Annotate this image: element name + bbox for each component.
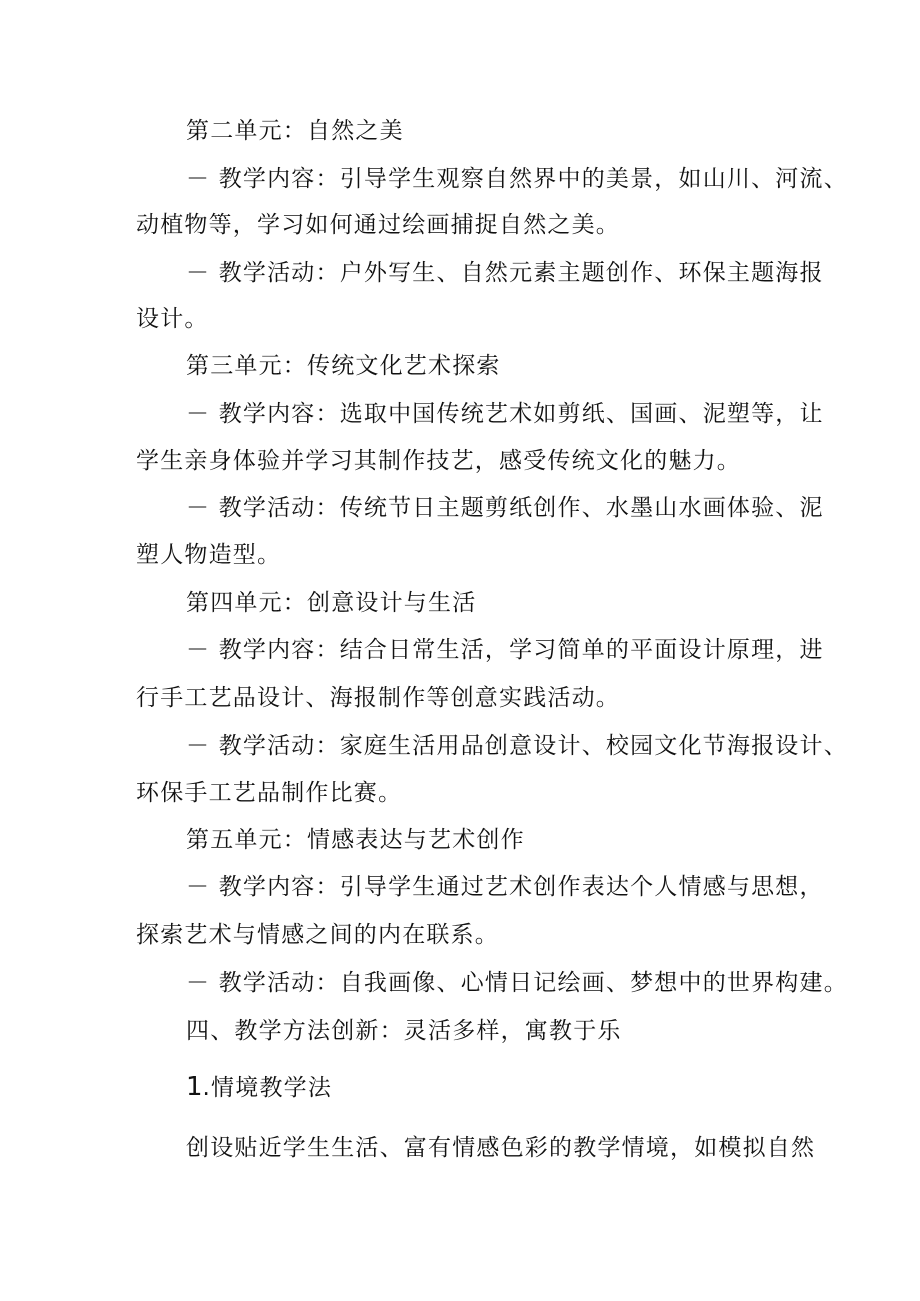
unit-2-activity-line-1: － 教学活动：户外写生、自然元素主题创作、环保主题海报	[186, 260, 824, 286]
method-1-number: 1	[186, 1072, 203, 1102]
unit-5-activity-line-1: － 教学活动：自我画像、心情日记绘画、梦想中的世界构建。	[186, 970, 848, 996]
unit-4-heading: 第四单元：创意设计与生活	[186, 590, 477, 616]
unit-4-content-line-1: － 教学内容：结合日常生活，学习简单的平面设计原理，进	[186, 637, 824, 663]
unit-5-heading: 第五单元：情感表达与艺术创作	[186, 827, 525, 853]
unit-5-content-line-1: － 教学内容：引导学生通过艺术创作表达个人情感与思想，	[186, 874, 824, 900]
unit-4-activity-line-2: 环保手工艺品制作比赛。	[136, 780, 403, 806]
unit-3-content-line-2: 学生亲身体验并学习其制作技艺，感受传统文化的魅力。	[136, 448, 741, 474]
unit-2-content-line-2: 动植物等，学习如何通过绘画捕捉自然之美。	[136, 212, 620, 238]
unit-3-content-line-1: － 教学内容：选取中国传统艺术如剪纸、国画、泥塑等，让	[186, 401, 824, 427]
unit-3-activity-line-2: 塑人物造型。	[136, 542, 282, 568]
unit-2-activity-line-2: 设计。	[136, 306, 209, 332]
section-4-heading: 四、教学方法创新：灵活多样，寓教于乐	[186, 1018, 622, 1044]
unit-3-activity-line-1: － 教学活动：传统节日主题剪纸创作、水墨山水画体验、泥	[186, 495, 824, 521]
unit-2-content-line-1: － 教学内容：引导学生观察自然界中的美景，如山川、河流、	[186, 166, 848, 192]
method-1-paragraph-line-1: 创设贴近学生生活、富有情感色彩的教学情境，如模拟自然	[186, 1135, 816, 1161]
method-1-title: .情境教学法	[202, 1075, 333, 1101]
unit-3-heading: 第三单元：传统文化艺术探索	[186, 353, 501, 379]
unit-4-content-line-2: 行手工艺品设计、海报制作等创意实践活动。	[136, 685, 620, 711]
unit-2-heading: 第二单元：自然之美	[186, 118, 404, 144]
unit-5-content-line-2: 探索艺术与情感之间的内在联系。	[136, 922, 499, 948]
unit-4-activity-line-1: － 教学活动：家庭生活用品创意设计、校园文化节海报设计、	[186, 733, 848, 759]
method-1-heading	[186, 1072, 332, 1103]
